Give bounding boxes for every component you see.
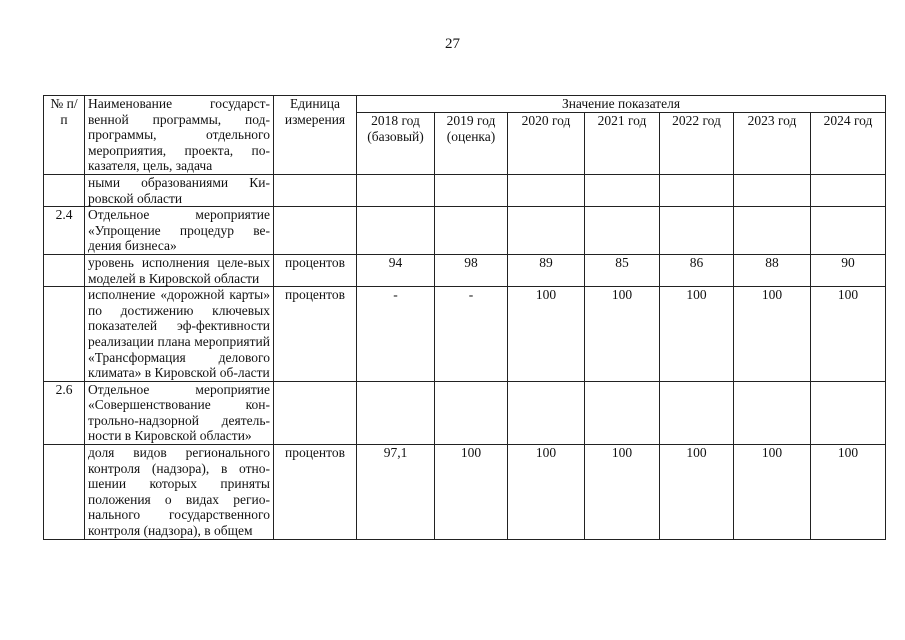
row-value: - <box>435 287 508 382</box>
row-value <box>585 174 660 206</box>
row-value: 94 <box>357 254 435 286</box>
header-values: Значение показателя <box>357 96 886 113</box>
row-value: 86 <box>660 254 734 286</box>
row-num: 2.6 <box>44 381 85 444</box>
row-name: уровень исполнения целе-вых моделей в Кировской области <box>85 254 274 286</box>
row-value <box>811 381 886 444</box>
row-value: 100 <box>585 287 660 382</box>
header-year: 2024 год <box>811 113 886 175</box>
row-value: 90 <box>811 254 886 286</box>
row-value: 88 <box>734 254 811 286</box>
row-value <box>357 207 435 255</box>
row-name: ными образованиями Ки-ровской области <box>85 174 274 206</box>
row-unit: процентов <box>274 287 357 382</box>
row-value <box>357 381 435 444</box>
row-value: 100 <box>585 445 660 540</box>
header-year: 2018 год (базовый) <box>357 113 435 175</box>
row-value: 100 <box>508 445 585 540</box>
row-value <box>508 174 585 206</box>
row-value <box>660 207 734 255</box>
row-unit <box>274 207 357 255</box>
row-num <box>44 287 85 382</box>
row-num <box>44 174 85 206</box>
table-row <box>44 174 886 206</box>
header-year: 2023 год <box>734 113 811 175</box>
row-value <box>435 381 508 444</box>
header-row-1 <box>44 96 886 113</box>
row-value: 100 <box>435 445 508 540</box>
row-value <box>660 174 734 206</box>
row-value <box>357 174 435 206</box>
table-row <box>44 445 886 540</box>
row-name: Отдельное мероприятие «Упрощение процедур ве-дения бизнеса» <box>85 207 274 255</box>
row-value <box>734 174 811 206</box>
row-value <box>734 381 811 444</box>
page-number: 27 <box>445 36 460 52</box>
row-value: 97,1 <box>357 445 435 540</box>
indicators-table <box>43 95 886 540</box>
row-unit: процентов <box>274 254 357 286</box>
row-value <box>734 207 811 255</box>
row-unit <box>274 381 357 444</box>
row-value: 100 <box>811 287 886 382</box>
row-value: 100 <box>660 445 734 540</box>
row-value <box>435 174 508 206</box>
row-value <box>508 207 585 255</box>
row-name: Отдельное мероприятие «Совершенствование кон-трольно-надзорной деятель-ности в Кировской области» <box>85 381 274 444</box>
header-year: 2022 год <box>660 113 734 175</box>
table-row <box>44 254 886 286</box>
row-value: 89 <box>508 254 585 286</box>
row-num: 2.4 <box>44 207 85 255</box>
row-unit <box>274 174 357 206</box>
row-value <box>811 174 886 206</box>
header-year: 2020 год <box>508 113 585 175</box>
row-value <box>508 381 585 444</box>
row-value: 100 <box>734 287 811 382</box>
row-value: 85 <box>585 254 660 286</box>
table-row <box>44 287 886 382</box>
row-num <box>44 445 85 540</box>
header-unit: Единица измерения <box>274 96 357 175</box>
row-value <box>585 381 660 444</box>
table-row <box>44 207 886 255</box>
row-value <box>660 381 734 444</box>
row-name: исполнение «дорожной карты» по достижению ключевых показателей эф-фективности реализации плана мероприятий «Трансформация делового климата» в Кировской об-ласти <box>85 287 274 382</box>
row-value: 100 <box>811 445 886 540</box>
row-value: 100 <box>734 445 811 540</box>
header-num: № п/п <box>44 96 85 175</box>
row-value <box>585 207 660 255</box>
row-value: 98 <box>435 254 508 286</box>
row-value <box>435 207 508 255</box>
row-name: доля видов регионального контроля (надзора), в отно-шении которых приняты положения о видах регио-нального государственного контроля (надзора), в общем <box>85 445 274 540</box>
table-row <box>44 381 886 444</box>
row-num <box>44 254 85 286</box>
header-year: 2019 год (оценка) <box>435 113 508 175</box>
row-value: - <box>357 287 435 382</box>
header-name: Наименование государст-венной программы, под-программы, отдельного мероприятия, проекта, по-казателя, цель, задача <box>85 96 274 175</box>
row-value: 100 <box>508 287 585 382</box>
row-value <box>811 207 886 255</box>
header-year: 2021 год <box>585 113 660 175</box>
row-unit: процентов <box>274 445 357 540</box>
row-value: 100 <box>660 287 734 382</box>
